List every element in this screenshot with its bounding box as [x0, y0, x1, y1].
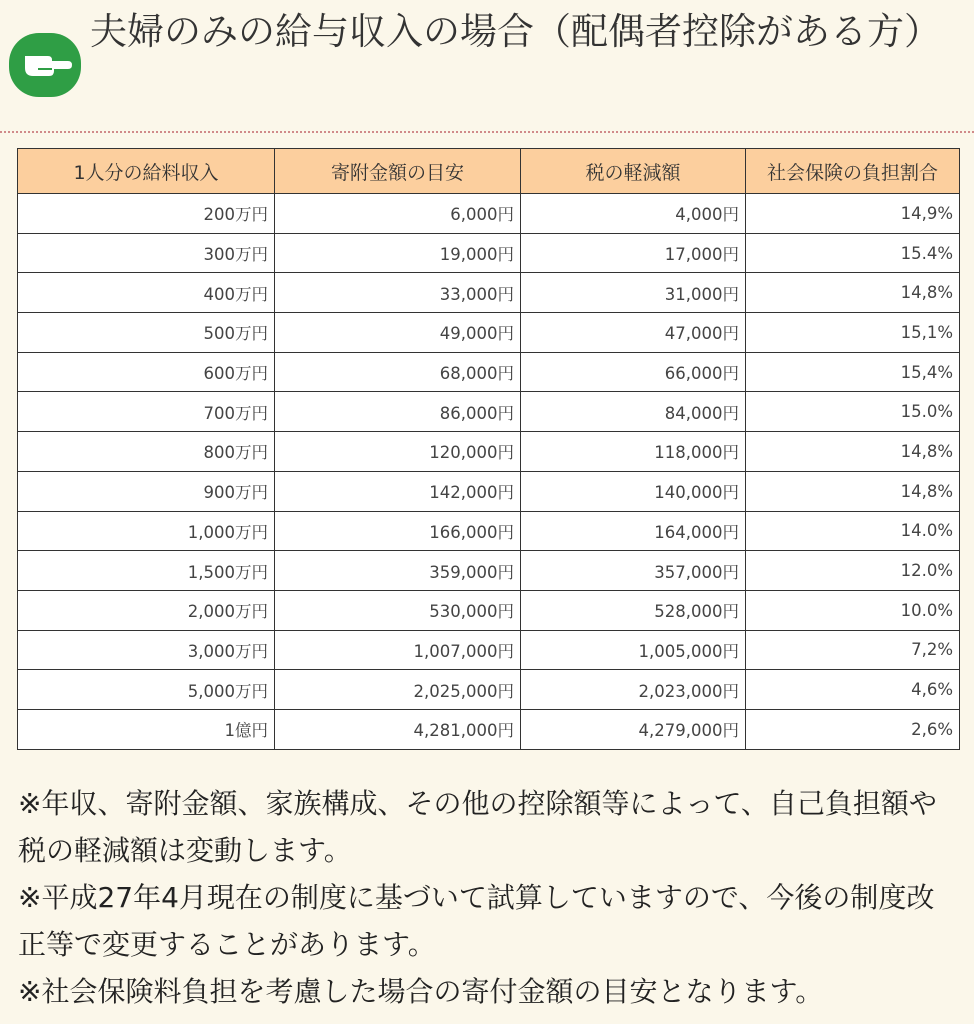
- cell-tax-reduction: 1,005,000円: [521, 630, 746, 670]
- cell-income: 300万円: [18, 233, 275, 273]
- table-header-row: [18, 149, 960, 194]
- header-tax-reduction: 税の軽減額: [521, 149, 746, 194]
- cell-income: 800万円: [18, 432, 275, 472]
- cell-income: 2,000万円: [18, 590, 275, 630]
- cell-tax-reduction: 140,000円: [521, 471, 746, 511]
- cell-ratio: 4,6%: [746, 670, 960, 710]
- table-row: [18, 392, 960, 432]
- note-text: ※年収、寄附金額、家族構成、その他の控除額等によって、自己負担額や税の軽減額は変動します。: [18, 787, 937, 867]
- cell-donation: 2,025,000円: [275, 670, 521, 710]
- cell-tax-reduction: 4,000円: [521, 194, 746, 234]
- cell-ratio: 14,8%: [746, 471, 960, 511]
- pointing-hand-icon: [8, 32, 82, 98]
- cell-ratio: 15,4%: [746, 352, 960, 392]
- section-title: 夫婦のみの給与収入の場合（配偶者控除がある方）: [90, 10, 941, 53]
- cell-ratio: 14,8%: [746, 273, 960, 313]
- cell-tax-reduction: 2,023,000円: [521, 670, 746, 710]
- table-row: [18, 233, 960, 273]
- cell-income: 3,000万円: [18, 630, 275, 670]
- cell-donation: 86,000円: [275, 392, 521, 432]
- cell-income: 1,500万円: [18, 551, 275, 591]
- cell-tax-reduction: 84,000円: [521, 392, 746, 432]
- cell-income: 700万円: [18, 392, 275, 432]
- cell-ratio: 14,9%: [746, 194, 960, 234]
- table-row: [18, 590, 960, 630]
- notes-section: [18, 780, 958, 1015]
- cell-income: 200万円: [18, 194, 275, 234]
- donation-table: [17, 148, 960, 750]
- cell-donation: 49,000円: [275, 313, 521, 353]
- cell-donation: 4,281,000円: [275, 709, 521, 749]
- cell-tax-reduction: 164,000円: [521, 511, 746, 551]
- cell-ratio: 14.0%: [746, 511, 960, 551]
- cell-tax-reduction: 4,279,000円: [521, 709, 746, 749]
- cell-ratio: 15,1%: [746, 313, 960, 353]
- cell-tax-reduction: 357,000円: [521, 551, 746, 591]
- cell-income: 900万円: [18, 471, 275, 511]
- cell-income: 1,000万円: [18, 511, 275, 551]
- cell-income: 1億円: [18, 709, 275, 749]
- table-row: [18, 273, 960, 313]
- cell-donation: 142,000円: [275, 471, 521, 511]
- dotted-divider: [0, 131, 974, 133]
- cell-tax-reduction: 528,000円: [521, 590, 746, 630]
- cell-donation: 33,000円: [275, 273, 521, 313]
- cell-tax-reduction: 17,000円: [521, 233, 746, 273]
- cell-donation: 1,007,000円: [275, 630, 521, 670]
- cell-ratio: 10.0%: [746, 590, 960, 630]
- cell-donation: 120,000円: [275, 432, 521, 472]
- cell-income: 5,000万円: [18, 670, 275, 710]
- table-row: [18, 432, 960, 472]
- cell-ratio: 14,8%: [746, 432, 960, 472]
- table-row: [18, 313, 960, 353]
- cell-donation: 68,000円: [275, 352, 521, 392]
- header-income: 1人分の給料収入: [18, 149, 275, 194]
- header-donation-estimate: 寄附金額の目安: [275, 149, 521, 194]
- cell-ratio: 7,2%: [746, 630, 960, 670]
- cell-donation: 166,000円: [275, 511, 521, 551]
- table-row: [18, 670, 960, 710]
- table-row: [18, 709, 960, 749]
- header-social-insurance-ratio: 社会保険の負担割合: [746, 149, 960, 194]
- cell-tax-reduction: 66,000円: [521, 352, 746, 392]
- table-row: [18, 511, 960, 551]
- cell-income: 400万円: [18, 273, 275, 313]
- cell-donation: 530,000円: [275, 590, 521, 630]
- note-text: ※社会保険料負担を考慮した場合の寄付金額の目安となります。: [18, 975, 824, 1008]
- cell-donation: 19,000円: [275, 233, 521, 273]
- table-row: [18, 551, 960, 591]
- cell-tax-reduction: 118,000円: [521, 432, 746, 472]
- cell-ratio: 2,6%: [746, 709, 960, 749]
- table-row: [18, 194, 960, 234]
- table-row: [18, 471, 960, 511]
- section-heading: [8, 6, 968, 116]
- note-text: ※平成27年4月現在の制度に基づいて試算していますので、今後の制度改正等で変更することがあります。: [18, 881, 935, 961]
- cell-ratio: 15.4%: [746, 233, 960, 273]
- cell-tax-reduction: 31,000円: [521, 273, 746, 313]
- cell-tax-reduction: 47,000円: [521, 313, 746, 353]
- table-row: [18, 630, 960, 670]
- cell-ratio: 12.0%: [746, 551, 960, 591]
- cell-donation: 6,000円: [275, 194, 521, 234]
- cell-donation: 359,000円: [275, 551, 521, 591]
- table-row: [18, 352, 960, 392]
- cell-ratio: 15.0%: [746, 392, 960, 432]
- cell-income: 500万円: [18, 313, 275, 353]
- cell-income: 600万円: [18, 352, 275, 392]
- donation-table-container: [17, 148, 959, 750]
